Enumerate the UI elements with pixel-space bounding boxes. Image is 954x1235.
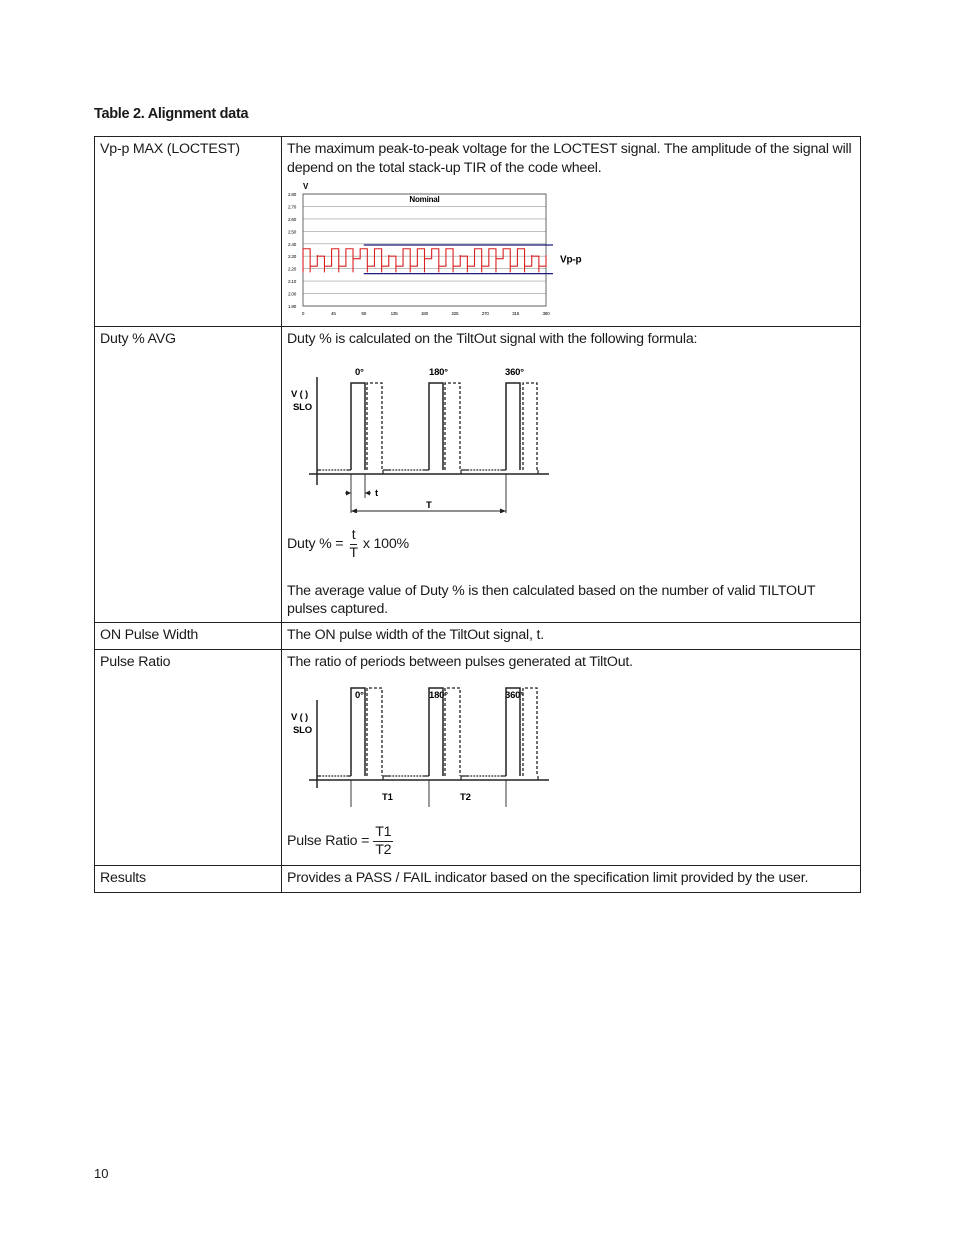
pulse-ratio-formula <box>287 824 855 859</box>
alignment-data-table <box>94 136 861 893</box>
T-label: T <box>426 500 432 511</box>
angle-label: 0° <box>355 367 364 378</box>
row-label: Duty % AVG <box>95 327 282 623</box>
angle-label: 360° <box>505 690 524 701</box>
x-tick-label: 135 <box>390 311 398 316</box>
y-axis-label: V <box>303 182 309 191</box>
fraction-numerator: T1 <box>375 824 392 840</box>
duty-formula <box>287 527 855 562</box>
y-tick-label: 1.90 <box>288 304 297 309</box>
axis-label: V ( ) <box>291 389 308 400</box>
y-tick-label: 2.00 <box>288 291 297 297</box>
row-label: ON Pulse Width <box>95 623 282 650</box>
y-tick-label: 2.10 <box>288 279 297 285</box>
row-label: Pulse Ratio <box>95 650 282 866</box>
row-label: Vp-p MAX (LOCTEST) <box>95 137 282 327</box>
y-tick-label: 2.30 <box>288 254 297 260</box>
row-description <box>282 327 861 623</box>
duty-pulse-diagram <box>287 353 577 513</box>
table-row <box>95 137 861 327</box>
x-tick-label: 90 <box>361 311 367 316</box>
y-tick-label: 2.80 <box>288 192 297 197</box>
vpp-annotation: Vp-p <box>560 254 582 266</box>
table-row <box>95 866 861 893</box>
x-tick-label: 315 <box>512 311 520 316</box>
axis-label: SLO <box>293 725 312 736</box>
angle-label: 0° <box>355 690 364 701</box>
fraction <box>347 527 359 562</box>
x-tick-label: 360 <box>542 311 550 316</box>
pulse-ratio-diagram <box>287 676 577 816</box>
table-row <box>95 327 861 623</box>
row-label: Results <box>95 866 282 893</box>
y-tick-label: 2.50 <box>288 229 297 235</box>
fraction-denominator: T <box>349 545 358 561</box>
fraction-denominator: T2 <box>375 842 392 858</box>
vpp-description: The maximum peak-to-peak voltage for the LOCTEST signal. The amplitude of the signal will depend on the total stack-up TIR of the code wheel. <box>287 141 852 176</box>
duty-description: Duty % is calculated on the TiltOut signal with the following formula: <box>287 331 698 347</box>
x-tick-label: 180 <box>420 311 429 316</box>
pulse-ratio-description: The ratio of periods between pulses generated at TiltOut. <box>287 654 633 670</box>
table-row <box>95 623 861 650</box>
T2-label: T2 <box>460 792 471 803</box>
duty-average-description: The average value of Duty % is then calculated based on the number of valid TILTOUT pulses captured. <box>287 583 816 617</box>
angle-label: 180° <box>429 367 448 378</box>
chart-title: Nominal <box>409 195 440 204</box>
loctest-vpp-chart <box>287 182 587 322</box>
row-description: The ON pulse width of the TiltOut signal, t. <box>282 623 861 650</box>
table-row <box>95 650 861 866</box>
table-caption: Table 2. Alignment data <box>94 106 249 122</box>
formula-prefix: Pulse Ratio = <box>287 833 370 849</box>
x-tick-label: 225 <box>451 311 459 316</box>
T1-label: T1 <box>382 792 393 803</box>
formula-suffix: x 100% <box>362 536 409 552</box>
fraction-numerator: t <box>351 527 356 543</box>
x-tick-label: 0 <box>301 311 305 316</box>
angle-label: 360° <box>505 367 524 378</box>
formula-prefix: Duty % = <box>287 536 344 552</box>
y-tick-label: 2.70 <box>288 204 297 210</box>
fraction <box>373 824 393 859</box>
x-tick-label: 45 <box>331 311 336 316</box>
row-description <box>282 650 861 866</box>
t-label: t <box>375 488 378 499</box>
y-tick-label: 2.20 <box>288 266 297 272</box>
row-description <box>282 137 861 327</box>
axis-label: SLO <box>293 402 312 413</box>
row-description: Provides a PASS / FAIL indicator based on the specification limit provided by the user. <box>282 866 861 893</box>
x-tick-label: 270 <box>481 311 489 316</box>
page-number: 10 <box>94 1166 109 1181</box>
y-tick-label: 2.60 <box>288 216 297 222</box>
y-tick-label: 2.40 <box>288 241 297 247</box>
axis-label: V ( ) <box>291 712 308 723</box>
angle-label: 180° <box>429 690 448 701</box>
